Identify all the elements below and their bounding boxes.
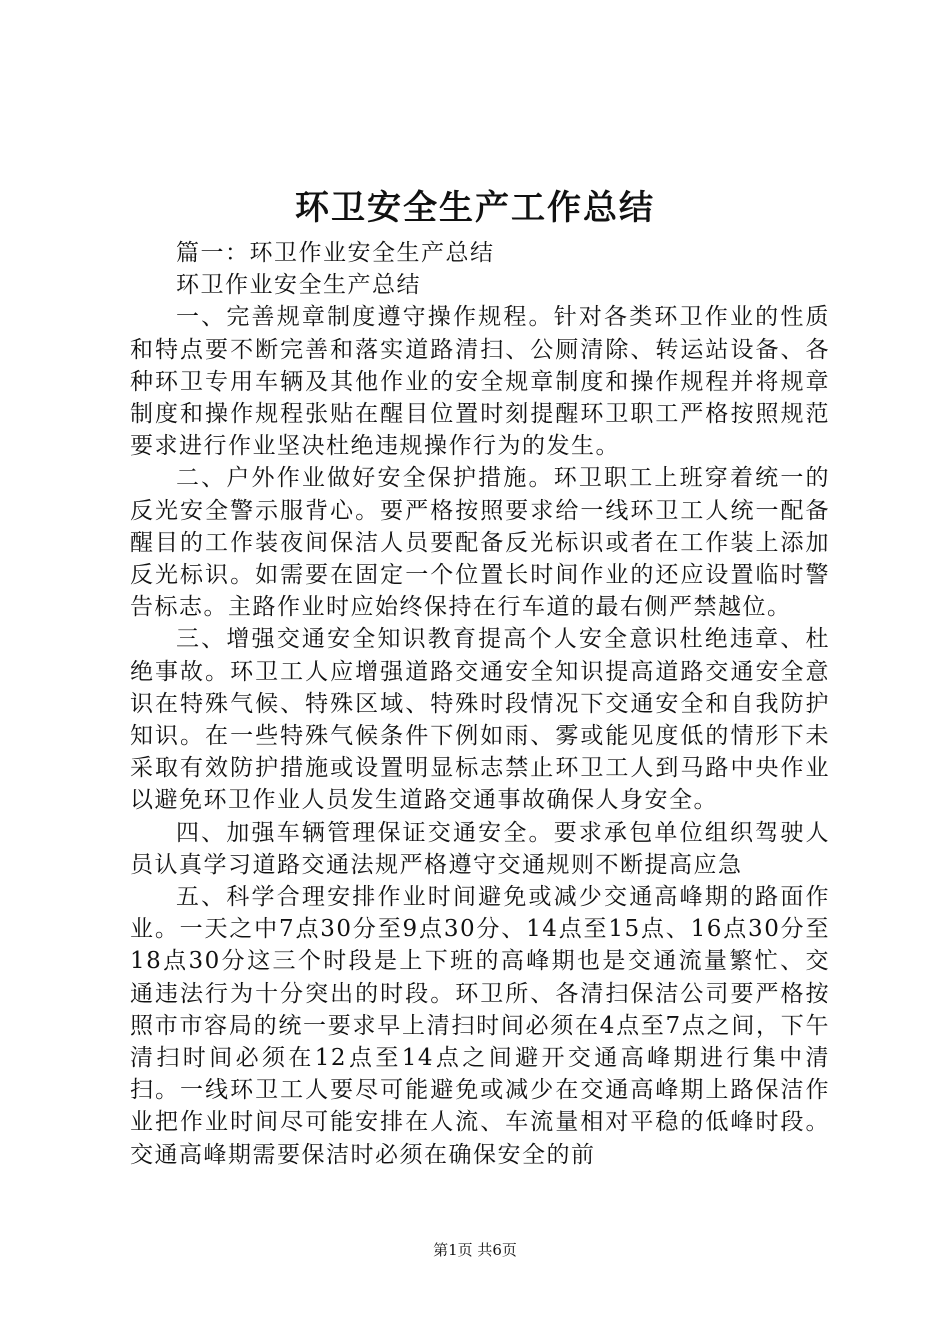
section-heading: 篇一：环卫作业安全生产总结: [176, 240, 495, 266]
paragraph-work-schedule: 五、科学合理安排作业时间避免或减少交通高峰期的路面作业。一天之中7点30分至9点30分、14点至15点、16点30分至18点30分这三个时段是上下班的高峰期也是交通流量繁忙、交通违法行为十分突出的时段。环卫所、各清扫保洁公司要严格按照市市容局的统一要求早上清扫时间必须在4点至7点之间，下午清扫时间必须在12点至14点之间避开交通高峰期进行集中清扫。一线环卫工人要尽可能避免或减少在交通高峰期上路保洁作业把作业时间尽可能安排在人流、车流量相对平稳的低峰时段。交通高峰期需要保洁时必须在确保安全的前: [130, 884, 830, 1168]
paragraph-outdoor-safety: 二、户外作业做好安全保护措施。环卫职工上班穿着统一的反光安全警示服背心。要严格按照要求给一线环卫工人统一配备醒目的工作装夜间保洁人员要配备反光标识或者在工作装上添加反光标识。如需要在固定一个位置长时间作业的还应设置临时警告标志。主路作业时应始终保持在行车道的最右侧严禁越位。: [130, 465, 830, 621]
page-footer: 第1页 共6页: [433, 1241, 517, 1259]
paragraph-rules: 一、完善规章制度遵守操作规程。针对各类环卫作业的性质和特点要不断完善和落实道路清扫、公厕清除、转运站设备、各种环卫专用车辆及其他作业的安全规章制度和操作规程并将规章制度和操作规程张贴在醒目位置时刻提醒环卫职工严格按照规范要求进行作业坚决杜绝违规操作行为的发生。: [130, 304, 830, 460]
document-title: 环卫安全生产工作总结: [295, 188, 655, 228]
paragraph-vehicle-management: 四、加强车辆管理保证交通安全。要求承包单位组织驾驶人员认真学习道路交通法规严格遵守交通规则不断提高应急: [130, 819, 830, 878]
subsection-heading: 环卫作业安全生产总结: [176, 272, 421, 299]
paragraph-traffic-education: 三、增强交通安全知识教育提高个人安全意识杜绝违章、杜绝事故。环卫工人应增强道路交通安全知识提高道路交通安全意识在特殊气候、特殊区域、特殊时段情况下交通安全和自我防护知识。在一些特殊气候条件下例如雨、雾或能见度低的情形下未采取有效防护措施或设置明显标志禁止环卫工人到马路中央作业以避免环卫作业人员发生道路交通事故确保人身安全。: [130, 626, 830, 814]
document-body: [130, 237, 830, 1171]
